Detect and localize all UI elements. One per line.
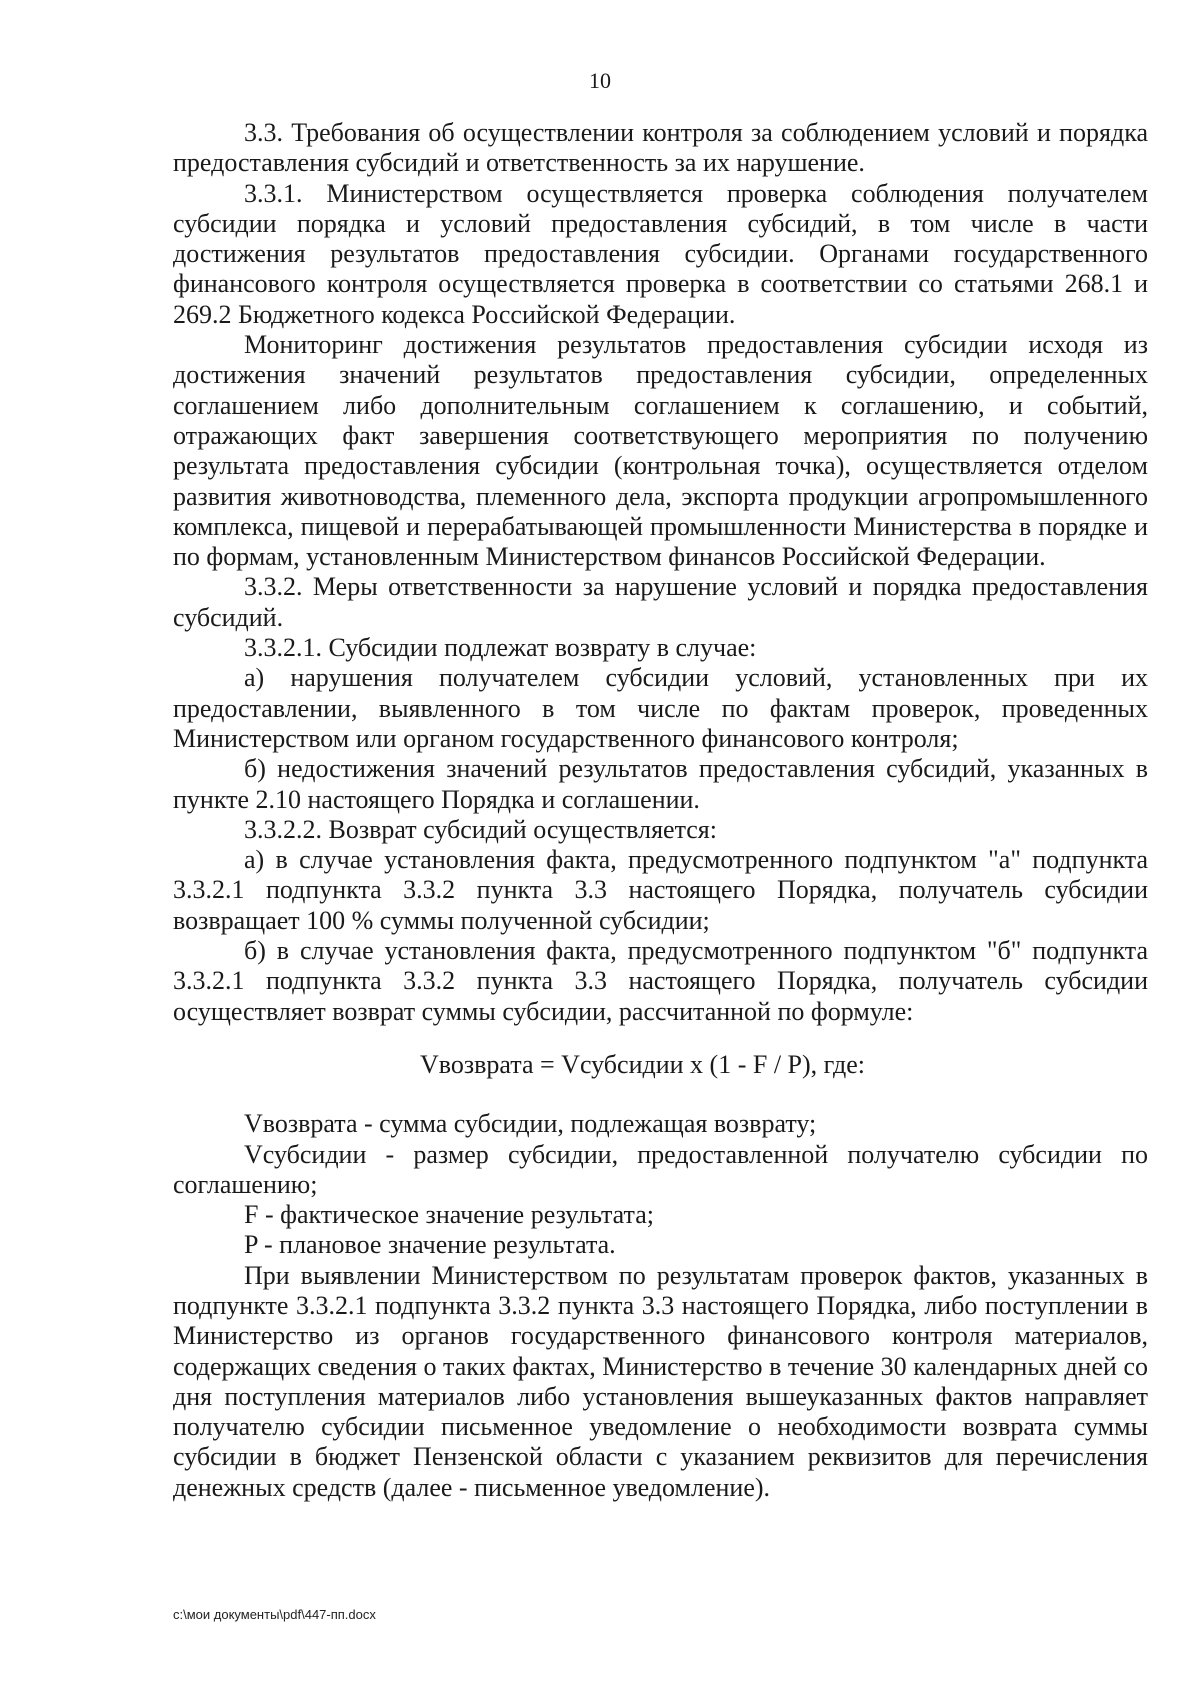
page-number: 10 (589, 68, 611, 93)
paragraph-3-3-2-2-b: б) в случае установления факта, предусмотренного подпунктом "б" подпункта 3.3.2.1 подпункта 3.3.2 пункта 3.3 настоящего Порядка, получатель субсидии осуществляет возврат суммы субсидии, рассчитанной по формуле: (173, 936, 1148, 1026)
document-body (173, 118, 1148, 1503)
paragraph-3-3-2: 3.3.2. Меры ответственности за нарушение условий и порядка предоставления субсидий. (173, 572, 1148, 632)
definition-v-refund: Vвозврата - сумма субсидии, подлежащая возврату; (244, 1109, 817, 1139)
definition-f: F - фактическое значение результата; (244, 1200, 654, 1230)
paragraph-3-3-2-1-a: а) нарушения получателем субсидии условий, установленных при их предоставлении, выявленного в том числе по фактам проверок, проведенных Министерством или органом государственного финансового контроля; (173, 663, 1148, 753)
paragraph-3-3-2-2: 3.3.2.2. Возврат субсидий осуществляется: (244, 814, 717, 844)
definition-v-subsidy: Vсубсидии - размер субсидии, предоставленной получателю субсидии по соглашению; (173, 1139, 1148, 1199)
paragraph-written-notice: При выявлении Министерством по результатам проверок фактов, указанных в подпункте 3.3.2.1 подпункта 3.3.2 пункта 3.3 настоящего Порядка, либо поступлении в Министерство из органов государственного финансового контроля материалов, содержащих сведения о таких фактах, Министерство в течение 30 календарных дней со дня поступления материалов либо установления вышеуказанных фактов направляет получателю субсидии письменное уведомление о необходимости возврата суммы субсидии в бюджет Пензенской области с указанием реквизитов для перечисления денежных средств (далее - письменное уведомление). (173, 1260, 1148, 1502)
paragraph-3-3-2-2-a: а) в случае установления факта, предусмотренного подпунктом "а" подпункта 3.3.2.1 подпункта 3.3.2 пункта 3.3 настоящего Порядка, получатель субсидии возвращает 100 % суммы полученной субсидии; (173, 845, 1148, 935)
paragraph-monitoring: Мониторинг достижения результатов предоставления субсидии исходя из достижения значений результатов предоставления субсидии, определенных соглашением либо дополнительным соглашением к соглашению, и событий, отражающих факт завершения соответствующего мероприятия по получению результата предоставления субсидии (контрольная точка), осуществляется отделом развития животноводства, племенного дела, экспорта продукции агропромышленного комплекса, пищевой и перерабатывающей промышленности Министерства в порядке и по формам, установленным Министерством финансов Российской Федерации. (173, 330, 1148, 572)
refund-formula: Vвозврата = Vсубсидии x (1 - F / P), где: (420, 1049, 866, 1079)
paragraph-3-3-1: 3.3.1. Министерством осуществляется проверка соблюдения получателем субсидии порядка и условий предоставления субсидий, в том числе в части достижения результатов предоставления субсидии. Органами государственного финансового контроля осуществляется проверка в соответствии со статьями 268.1 и 269.2 Бюджетного кодекса Российской Федерации. (173, 178, 1148, 329)
footer-file-path: c:\мои документы\pdf\447-пп.docx (173, 1607, 376, 1622)
paragraph-3-3-2-1-b: б) недостижения значений результатов предоставления субсидий, указанных в пункте 2.10 настоящего Порядка и соглашении. (173, 754, 1148, 814)
paragraph-3-3-2-1: 3.3.2.1. Субсидии подлежат возврату в случае: (244, 633, 757, 663)
definition-p: P - плановое значение результата. (244, 1230, 616, 1260)
paragraph-3-3: 3.3. Требования об осуществлении контроля за соблюдением условий и порядка предоставления субсидий и ответственность за их нарушение. (173, 118, 1148, 178)
